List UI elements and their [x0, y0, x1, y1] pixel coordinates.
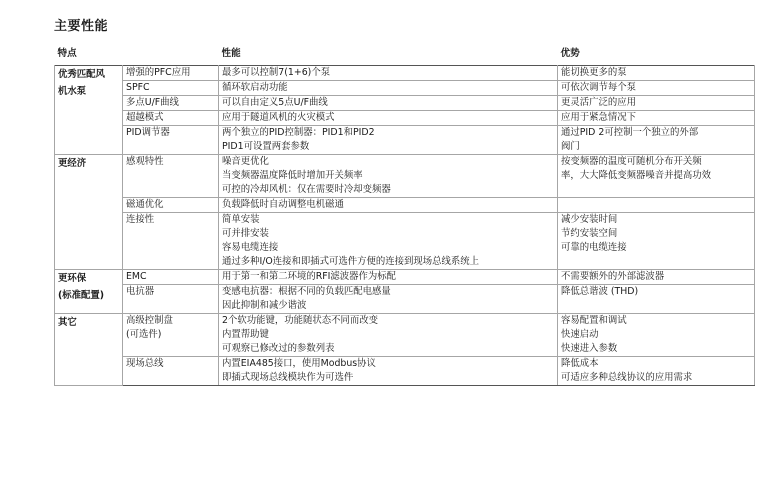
category-cell: 更环保 (标准配置) [55, 270, 123, 314]
table-row [55, 66, 755, 81]
performance-cell: 用于第一和第二环境的RFI滤波器作为标配 [219, 270, 558, 285]
category-cell: 更经济 [55, 155, 123, 270]
feature-cell: 多点U/F曲线 [123, 96, 219, 111]
header-blank [123, 45, 219, 66]
performance-cell: 负载降低时自动调整电机磁通 [219, 198, 558, 213]
performance-cell: 循环软启动功能 [219, 81, 558, 96]
benefit-cell: 按变频器的温度可随机分布开关频 率，大大降低变频器噪音并提高功效 [558, 155, 755, 198]
performance-cell: 2个软功能键，功能随状态不同而改变 内置帮助键 可观察已修改过的参数列表 [219, 314, 558, 357]
performance-cell: 应用于隧道风机的火灾模式 [219, 111, 558, 126]
feature-cell: SPFC [123, 81, 219, 96]
performance-cell: 可以自由定义5点U/F曲线 [219, 96, 558, 111]
feature-cell: 增强的PFC应用 [123, 66, 219, 81]
table-row [55, 213, 755, 270]
table-row [55, 198, 755, 213]
performance-cell: 变感电抗器：根据不同的负载匹配电感量 因此抑制和减少谐波 [219, 285, 558, 314]
table-row [55, 81, 755, 96]
table-row [55, 270, 755, 285]
performance-cell: 噪音更优化 当变频器温度降低时增加开关频率 可控的冷却风机：仅在需要时冷却变频器 [219, 155, 558, 198]
category-cell: 其它 [55, 314, 123, 386]
table-row [55, 357, 755, 386]
feature-cell: 现场总线 [123, 357, 219, 386]
header-performance: 性能 [221, 48, 241, 59]
benefit-cell: 降低总谐波 (THD) [558, 285, 755, 314]
feature-cell: 磁通优化 [123, 198, 219, 213]
benefit-cell: 通过PID 2可控制一个独立的外部 阀门 [558, 126, 755, 155]
table-header-row [55, 45, 755, 66]
feature-cell: 感观特性 [123, 155, 219, 198]
page-title: 主要性能 [54, 19, 109, 34]
table-row [55, 96, 755, 111]
benefit-cell: 可依次调节每个泵 [558, 81, 755, 96]
benefit-cell: 容易配置和调试 快速启动 快速进入参数 [558, 314, 755, 357]
table-row [55, 285, 755, 314]
benefit-cell: 降低成本 可适应多种总线协议的应用需求 [558, 357, 755, 386]
benefit-cell: 更灵活广泛的应用 [558, 96, 755, 111]
feature-cell: 连接性 [123, 213, 219, 270]
table-row [55, 155, 755, 198]
header-feature: 特点 [57, 48, 77, 59]
benefit-cell: 不需要额外的外部滤波器 [558, 270, 755, 285]
feature-cell: 电抗器 [123, 285, 219, 314]
feature-cell: PID调节器 [123, 126, 219, 155]
performance-cell: 最多可以控制7(1+6)个泵 [219, 66, 558, 81]
category-cell: 优秀匹配风 机水泵 [55, 66, 123, 155]
table-row [55, 126, 755, 155]
header-benefit: 优势 [560, 48, 580, 59]
feature-cell: EMC [123, 270, 219, 285]
benefit-cell: 能切换更多的泵 [558, 66, 755, 81]
performance-cell: 简单安装 可并排安装 容易电缆连接 通过多种I/O连接和即插式可选件方便的连接到现场总线系统上 [219, 213, 558, 270]
performance-cell: 内置EIA485接口，使用Modbus协议 即插式现场总线模块作为可选件 [219, 357, 558, 386]
benefit-cell: 应用于紧急情况下 [558, 111, 755, 126]
performance-cell: 两个独立的PID控制器：PID1和PID2 PID1可设置两套参数 [219, 126, 558, 155]
features-table [54, 45, 755, 386]
benefit-cell: 减少安装时间 节约安装空间 可靠的电缆连接 [558, 213, 755, 270]
table-row [55, 314, 755, 357]
benefit-cell [558, 198, 755, 213]
feature-cell: 超越模式 [123, 111, 219, 126]
feature-cell: 高级控制盘 (可选件) [123, 314, 219, 357]
table-row [55, 111, 755, 126]
